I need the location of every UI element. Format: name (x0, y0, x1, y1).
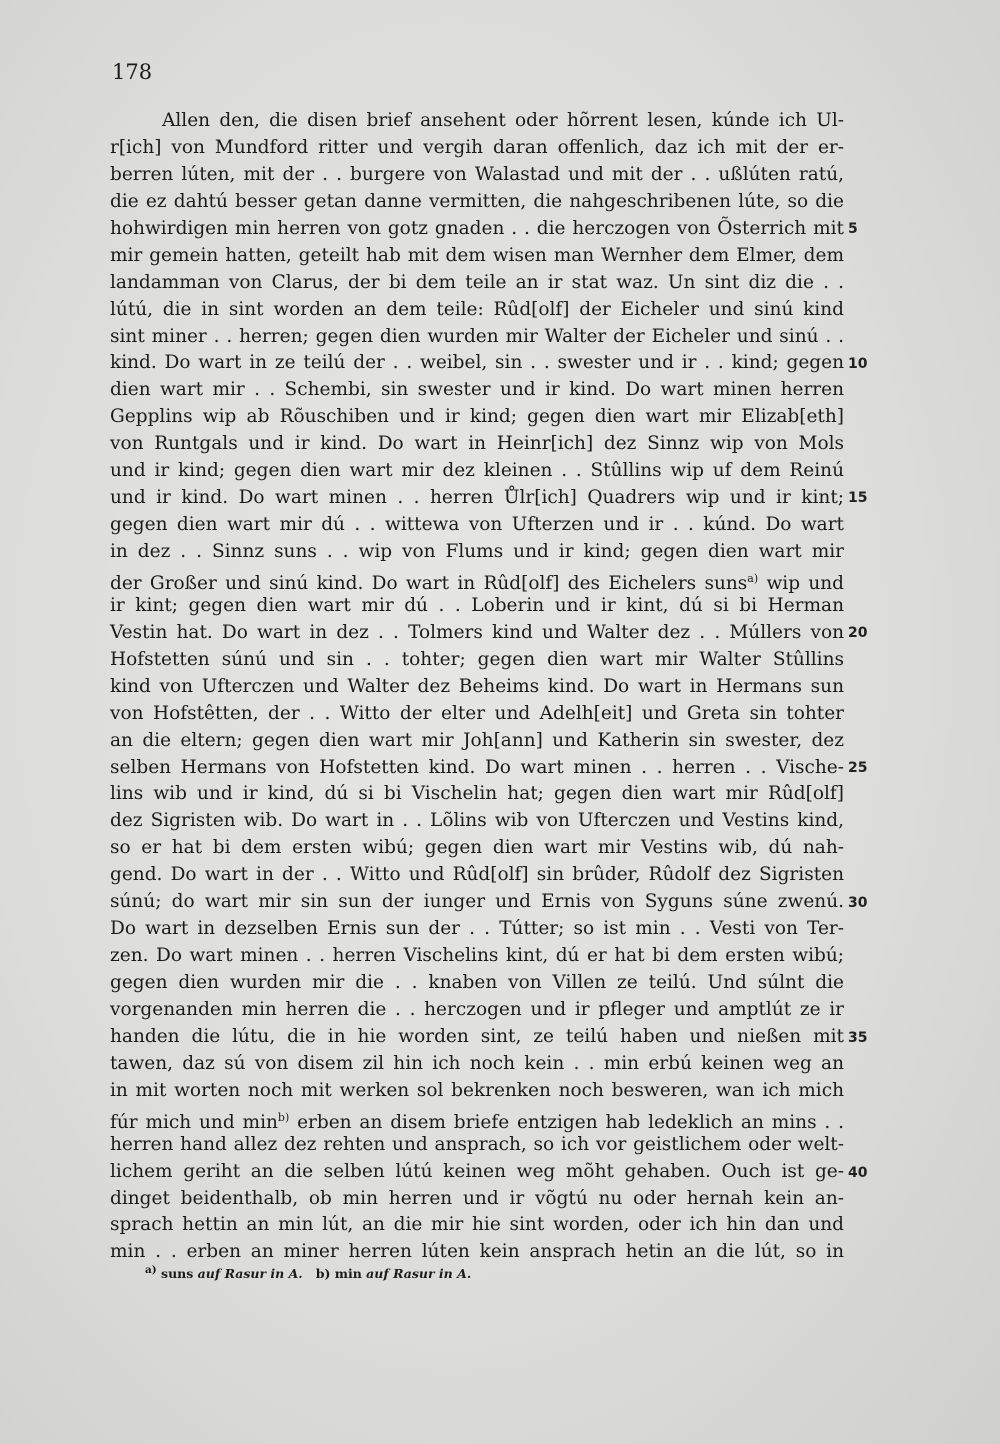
text-line: von Hofstêtten, der . . Witto der elter und Adelh[eit] und Greta sin tohter (110, 702, 844, 724)
text-line: so er hat bi dem ersten wibú; gegen dien wart mir Vestins wib, dú nah- (110, 837, 844, 859)
text-line: Gepplins wip ab Rõuschiben und ir kind; gegen dien wart mir Elizab[eth] (110, 406, 844, 428)
text-line: lins wib und ir kind, dú si bi Vischelin hat; gegen dien wart mir Rûd[olf] (110, 783, 844, 805)
margin-line-number: 25 (848, 760, 868, 776)
text-line: die ez dahtú besser getan danne vermitten, die nahgeschribenen lúte, so die (110, 190, 844, 212)
text-line-with-footnote-a (110, 566, 844, 593)
margin-line-number: 5 (848, 221, 858, 237)
text-line: und ir kind; gegen dien wart mir dez kleinen . . Stûllins wip uf dem Reinú (110, 460, 844, 482)
text-line: landamman von Clarus, der bi dem teile an ir stat waz. Un sint diz die . . (110, 271, 844, 293)
text-line: und ir kind. Do wart minen . . herren Ůlr[ich] Quadrers wip und ir kint; (110, 487, 844, 509)
margin-line-number: 15 (848, 490, 868, 506)
footnotes (145, 1264, 471, 1281)
text-line: mir gemein hatten, geteilt hab mit dem wisen man Wernher dem Elmer, dem (110, 244, 844, 266)
text-line: Hofstetten súnú und sin . . tohter; gegen dien wart mir Walter Stûllins (110, 648, 844, 670)
text-line: berren lúten, mit der . . burgere von Walastad und mit der . . ußlúten ratú, (110, 163, 844, 185)
text-line: lútú, die in sint worden an dem teile: Rûd[olf] der Eicheler und sinú kind (110, 298, 844, 320)
text-segment: erben an disem briefe entzigen hab ledeklich an mins . . (297, 1111, 844, 1133)
text-line: Vestin hat. Do wart in dez . . Tolmers kind und Walter dez . . Múllers von (110, 621, 844, 643)
margin-line-number: 20 (848, 625, 868, 641)
text-line: an die eltern; gegen dien wart mir Joh[ann] und Katherin sin swester, dez (110, 729, 844, 751)
page-number: 178 (112, 60, 153, 84)
text-line: hohwirdigen min herren von gotz gnaden . . die herczogen von Õsterrich mit (110, 217, 844, 239)
text-line: dien wart mir . . Schembi, sin swester und ir kind. Do wart minen herren (110, 379, 844, 401)
text-line-with-footnote-b (110, 1105, 844, 1132)
text-line: von Runtgals und ir kind. Do wart in Heinr[ich] dez Sinnz wip von Mols (110, 433, 844, 455)
text-line: min . . erben an miner herren lúten kein ansprach hetin an die lút, so in (110, 1241, 844, 1263)
text-line: selben Hermans von Hofstetten kind. Do wart minen . . herren . . Vische- (110, 756, 844, 778)
margin-line-number: 40 (848, 1165, 868, 1181)
text-segment: fúr mich und min (110, 1111, 278, 1133)
text-line: sprach hettin an min lút, an die mir hie sint worden, oder ich hin dan und (110, 1214, 844, 1236)
text-line: zen. Do wart minen . . herren Vischelins kint, dú er hat bi dem ersten wibú; (110, 945, 844, 967)
text-line: dez Sigristen wib. Do wart in . . Lõlins wib von Ufterczen und Vestins kind, (110, 810, 844, 832)
text-line: in dez . . Sinnz suns . . wip von Flums und ir kind; gegen dien wart mir (110, 541, 844, 562)
text-line: kind. Do wart in ze teilú der . . weibel, sin . . swester und ir . . kind; gegen (110, 352, 844, 374)
text-line: gend. Do wart in der . . Witto und Rûd[olf] sin brûder, Rûdolf dez Sigristen (110, 864, 844, 886)
footnote-a-note: auf Rasur in A. (197, 1266, 303, 1282)
text-line: herren hand allez dez rehten und ansprach, so ich vor geistlichem oder welt- (110, 1133, 844, 1155)
text-segment: der Großer und sinú kind. Do wart in Rûd[olf] des Eichelers suns (110, 573, 748, 595)
text-line: sint miner . . herren; gegen dien wurden mir Walter der Eicheler und sinú . . (110, 325, 844, 347)
footnote-ref-b: b) (277, 1110, 290, 1124)
text-line: in mit worten noch mit werken sol bekrenken noch besweren, wan ich mich (110, 1079, 844, 1101)
text-segment: wip und (766, 573, 844, 595)
text-line: r[ich] von Mundford ritter und vergih daran offenlich, daz ich mit der er- (110, 136, 844, 158)
margin-line-number: 35 (848, 1030, 868, 1046)
text-line: tawen, daz sú von disem zil hin ich noch kein . . min erbú keinen weg an (110, 1052, 844, 1074)
text-line: gegen dien wart mir dú . . wittewa von Ufterzen und ir . . kúnd. Do wart (110, 514, 844, 536)
text-line: dinget beidenthalb, ob min herren und ir võgtú nu oder hernah kein an- (110, 1187, 844, 1209)
text-line: vorgenanden min herren die . . herczogen und ir pfleger und amptlút ze ir (110, 998, 844, 1020)
text-line: gegen dien wurden mir die . . knaben von Villen ze teilú. Und súlnt die (110, 972, 844, 993)
text-line: Do wart in dezselben Ernis sun der . . Tútter; so ist min . . Vesti von Ter- (110, 918, 844, 940)
footnote-b-note: auf Rasur in A. (366, 1266, 472, 1282)
text-line: handen die lútu, die in hie worden sint, ze teilú haben und nießen mit (110, 1025, 844, 1047)
footnote-ref-a: a) (747, 571, 759, 585)
text-line: ir kint; gegen dien wart mir dú . . Loberin und ir kint, dú si bi Herman (110, 594, 844, 616)
text-line: súnú; do wart mir sin sun der iunger und Ernis von Syguns súne zwenú. (110, 891, 844, 913)
footnote-a-mark: a) (145, 1264, 157, 1276)
text-line: Allen den, die disen brief ansehent oder hõrrent lesen, kúnde ich Ul- (162, 110, 844, 131)
footnote-b-mark: b) (315, 1266, 331, 1282)
text-line: lichem geriht an die selben lútú keinen weg mõht gehaben. Ouch ist ge- (110, 1160, 844, 1182)
text-line: kind von Ufterczen und Walter dez Beheims kind. Do wart in Hermans sun (110, 675, 844, 697)
margin-line-number: 30 (848, 895, 868, 911)
body-text (110, 108, 844, 1266)
margin-line-number: 10 (848, 356, 868, 372)
footnote-a-word: suns (161, 1266, 194, 1282)
footnote-b-word: min (334, 1266, 362, 1282)
